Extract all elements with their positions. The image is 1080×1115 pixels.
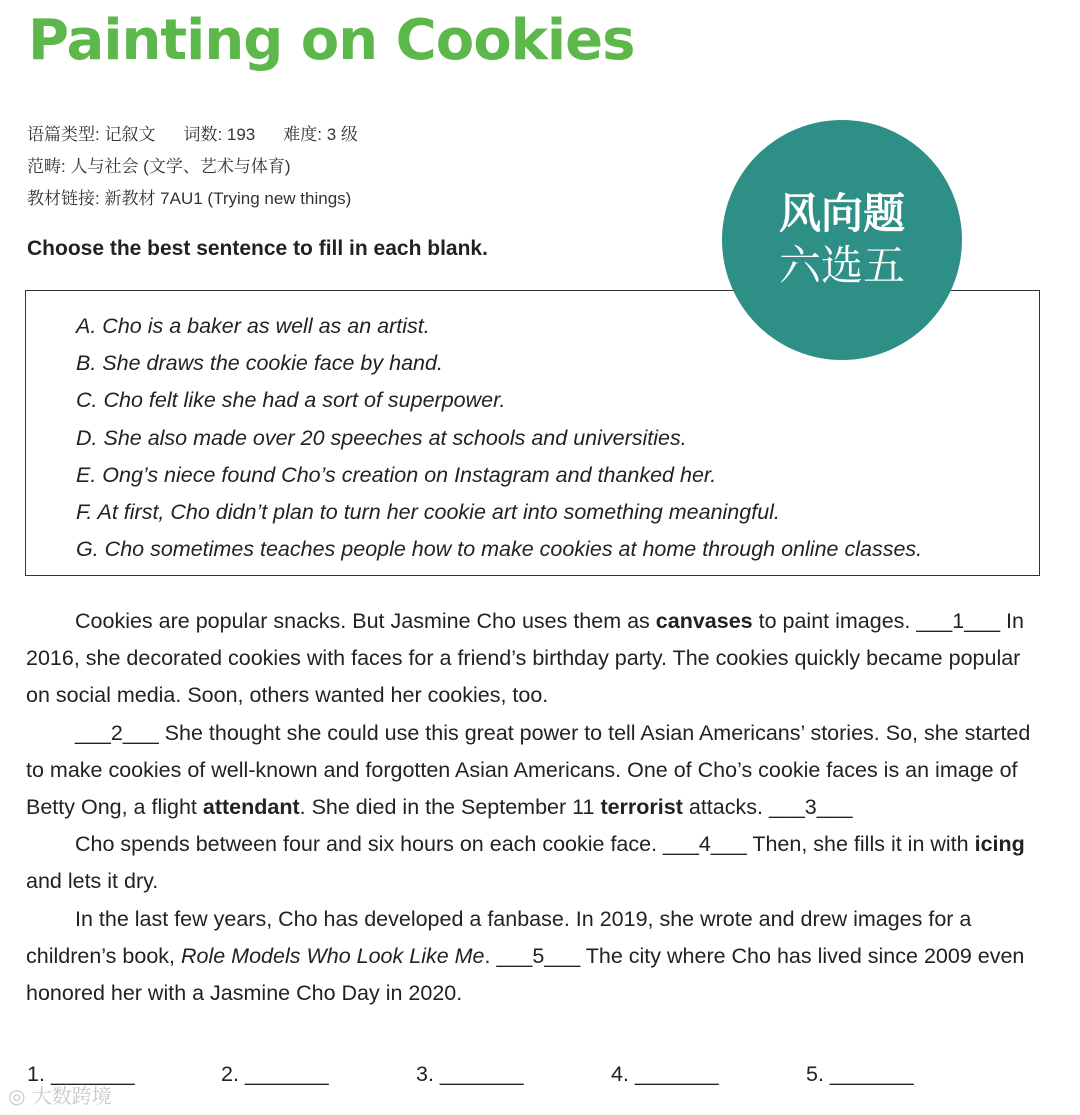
blank-5: ___5___ bbox=[496, 943, 581, 968]
text: and lets it dry. bbox=[26, 869, 159, 894]
option-a: A. Cho is a baker as well as an artist. bbox=[76, 314, 430, 338]
paragraph-4 bbox=[26, 901, 1046, 1013]
option-c: C. Cho felt like she had a sort of superpower. bbox=[76, 388, 506, 413]
text: In 2016, she decorated cookies with faces for a friend’s birthday party. The cookies quickly became popular on social media. Soon, others wanted her cookies, too. bbox=[26, 609, 1024, 708]
blank-4: ___4___ bbox=[663, 832, 747, 857]
text: attacks. bbox=[682, 795, 769, 820]
watermark bbox=[8, 1080, 112, 1109]
option-f: F. At first, Cho didn’t plan to turn her cookie art into something meaningful. bbox=[76, 499, 780, 524]
badge-line-2: 六选五 bbox=[778, 241, 905, 290]
answer-blank-4[interactable]: 4. _______ bbox=[611, 1062, 719, 1086]
text: She thought she could use this great power to tell Asian Americans’ stories. So, she started to make cookies of well-known and forgotten Asian Americans. One of Cho’s cookie faces is an image of Betty Ong, a flight bbox=[26, 720, 1031, 820]
option-b: B. She draws the cookie face by hand. bbox=[76, 351, 443, 376]
badge-line-1: 风向题 bbox=[778, 188, 905, 238]
text: In the last few years, Cho has developed a fanbase. In 2019, she wrote and drew images for a children’s book, bbox=[26, 906, 972, 968]
instruction: Choose the best sentence to fill in each blank. bbox=[27, 237, 488, 260]
vocab-icing: icing bbox=[974, 832, 1025, 857]
vocab-attendant: attendant bbox=[202, 795, 300, 820]
answer-blank-5[interactable]: 5. _______ bbox=[806, 1062, 914, 1086]
text: to paint images. bbox=[752, 609, 917, 633]
question-type-badge bbox=[722, 120, 962, 360]
text: The city where Cho has lived since 2009 even honored her with a Jasmine Cho Day in 2020. bbox=[26, 943, 1025, 1006]
answer-blank-3[interactable]: 3. _______ bbox=[416, 1062, 524, 1086]
meta-word-count: 词数: 193 bbox=[183, 125, 256, 144]
meta-textbook-link: 教材链接: 新教材 7AU1 (Trying new things) bbox=[27, 189, 352, 208]
text: Cookies are popular snacks. But Jasmine Cho uses them as bbox=[75, 609, 656, 633]
watermark-text: 大数跨境 bbox=[31, 1084, 112, 1108]
blank-1: ___1___ bbox=[916, 609, 1001, 633]
blank-3: ___3___ bbox=[768, 795, 853, 820]
option-e: E. Ong’s niece found Cho’s creation on Instagram and thanked her. bbox=[76, 462, 717, 487]
vocab-terrorist: terrorist bbox=[600, 795, 683, 820]
paragraph-3 bbox=[26, 826, 1046, 900]
page-title: Painting on Cookies bbox=[28, 8, 635, 73]
text: . bbox=[484, 943, 497, 968]
paragraph-1 bbox=[26, 603, 1046, 715]
option-d: D. She also made over 20 speeches at schools and universities. bbox=[76, 425, 687, 450]
vocab-canvases: canvases bbox=[655, 609, 753, 633]
paragraph-2 bbox=[26, 715, 1046, 827]
text: Cho spends between four and six hours on each cookie face. bbox=[75, 832, 664, 857]
watermark-logo-icon: ◎ bbox=[8, 1084, 26, 1108]
answer-blank-1[interactable]: 1. _______ bbox=[27, 1062, 135, 1086]
option-g: G. Cho sometimes teaches people how to make cookies at home through online classes. bbox=[76, 537, 923, 562]
text: Then, she fills it in with bbox=[746, 832, 975, 857]
meta-genre: 语篇类型: 记叙文 bbox=[27, 125, 156, 144]
answer-blank-2[interactable]: 2. _______ bbox=[221, 1062, 329, 1086]
book-title: Role Models Who Look Like Me bbox=[180, 943, 485, 968]
meta-theme: 范畴: 人与社会 (文学、艺术与体育) bbox=[27, 157, 291, 176]
meta-difficulty: 难度: 3 级 bbox=[283, 125, 358, 144]
text: . She died in the September 11 bbox=[299, 795, 601, 820]
meta-line-1 bbox=[27, 120, 358, 145]
blank-2: ___2___ bbox=[75, 720, 159, 745]
passage bbox=[26, 603, 1046, 1012]
